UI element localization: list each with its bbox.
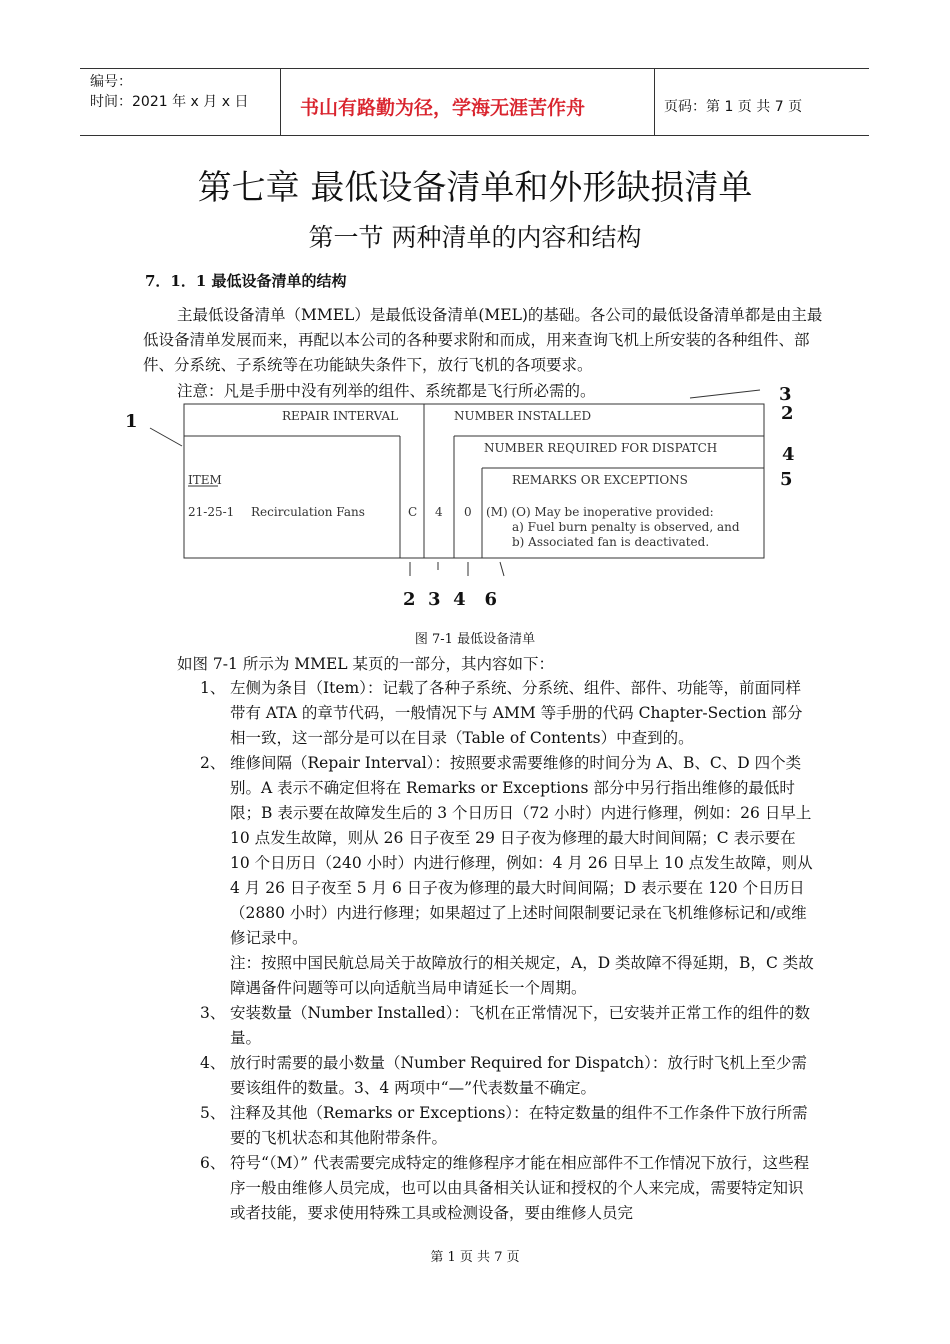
figure-pointer: [150, 428, 182, 446]
intro-paragraph: [143, 303, 823, 378]
header-motto: 书山有路勤为径，学海无涯苦作舟: [300, 97, 586, 119]
intro-text: 主最低设备清单（MMEL）是最低设备清单(MEL)的基础。各公司的最低设备清单都是由主最低设备清单发展而来，再配以本公司的各种要求附和而成，用来查询飞机上所安装的各种组件、部件、分系统、子系统等在功能缺失条件下，放行飞机的各项要求。: [143, 306, 823, 374]
list-item: [200, 1051, 815, 1101]
list-text: 维修间隔（Repair Interval）：按照要求需要维修的时间分为 A、B、C、D 四个类别。A 表示不确定但将在 Remarks or Exceptions 部分中另行指出维修的最低时限；B 表示要在故障发生后的 3 个日历日（72 小时）内进行修理，例如：26 日早上 10 点发生故障，则从 26 日子夜至 29 日子夜为修理的最大时间间隔；C 表示要在 10 个日历日（240 小时）内进行修理，例如：4 月 26 日早上 10 点发生故障，则从 4 月 26 日子夜至 5 月 6 日子夜为修理的最大时间间隔；D 表示要在 120 个日历日（2880 小时）内进行修理；如果超过了上述时间限制要记录在飞机维修标记和/或维修记录中。: [230, 754, 813, 947]
document-number-label: 编号：: [90, 74, 132, 90]
repair-interval-label: REPAIR INTERVAL: [282, 409, 399, 423]
figure-pointer: [500, 562, 504, 576]
subsection-heading: 7．1．1 最低设备清单的结构: [145, 272, 347, 290]
list-number: 2、: [200, 754, 226, 772]
section-title: 第一节 两种清单的内容和结构: [308, 223, 642, 252]
chapter-title: 第七章 最低设备清单和外形缺损清单: [197, 168, 753, 208]
page-header: [80, 68, 869, 136]
list-item: [200, 676, 815, 751]
list-text: 放行时需要的最小数量（Number Required for Dispatch）：放行时飞机上至少需要该组件的数量。3、4 两项中“—”代表数量不确定。: [230, 1054, 807, 1097]
callout-2: 2: [781, 403, 794, 424]
callout-4: 4: [782, 444, 795, 465]
item-code: 21-25-1: [188, 505, 235, 519]
header-divider: [654, 69, 655, 135]
list-number: 6、: [200, 1154, 226, 1172]
number-installed-label: NUMBER INSTALLED: [454, 409, 592, 423]
document-date: 时间：2021 年 x 月 x 日: [90, 94, 249, 110]
list-item: [200, 1151, 815, 1226]
list-text: 左侧为条目（Item）：记载了各种子系统、分系统、组件、部件、功能等，前面同样带有 ATA 的章节代码，一般情况下与 AMM 等手册的代码 Chapter-Section 部分相一致，这一部分是可以在目录（Table of Contents）中查到的。: [230, 679, 803, 747]
list-item: [200, 1101, 815, 1151]
number-required-label: NUMBER REQUIRED FOR DISPATCH: [484, 441, 718, 455]
figure-caption: 图 7-1 最低设备清单: [414, 632, 536, 647]
list-number: 1、: [200, 679, 226, 697]
required-value: 0: [464, 505, 472, 519]
list-intro: 如图 7-1 所示为 MMEL 某页的一部分，其内容如下：: [177, 655, 555, 673]
remark-line-3: b) Associated fan is deactivated.: [512, 535, 710, 549]
repair-interval-value: C: [408, 505, 418, 519]
figure-outer-frame: [184, 404, 764, 558]
installed-value: 4: [435, 505, 443, 519]
remark-line-2: a) Fuel burn penalty is observed, and: [512, 520, 740, 534]
list-note: 注：按照中国民航总局关于故障放行的相关规定，A，D 类故障不得延期，B，C 类故障遇备件问题等可以向适航当局申请延长一个周期。: [230, 954, 814, 997]
list-number: 4、: [200, 1054, 226, 1072]
list-text: 符号“（M）” 代表需要完成特定的维修程序才能在相应部件不工作情况下放行，这些程序一般由维修人员完成，也可以由具备相关认证和授权的个人来完成，需要特定知识或者技能，要求使用特殊工具或检测设备，要由维修人员完: [230, 1154, 810, 1222]
list-number: 3、: [200, 1004, 226, 1022]
callout-5: 5: [780, 469, 793, 490]
page-footer: 第 1 页 共 7 页: [430, 1250, 520, 1265]
list-text: 安装数量（Number Installed）：飞机在正常情况下，已安装并正常工作的组件的数量。: [230, 1004, 810, 1047]
remark-line-1: (M) (O) May be inoperative provided:: [486, 505, 714, 519]
item-label: ITEM: [188, 473, 222, 487]
callout-bottom: 2 3 4 6: [403, 589, 497, 610]
list-item: [200, 751, 815, 1001]
header-divider: [280, 69, 281, 135]
figure-pointer: [690, 390, 760, 398]
callout-3: 3: [779, 384, 792, 405]
content-list: [200, 676, 815, 1226]
note-text: 注意：凡是手册中没有列举的组件、系统都是飞行所必需的。: [177, 382, 596, 400]
header-page-number: 页码：第 1 页 共 7 页: [664, 99, 803, 115]
item-name: Recirculation Fans: [251, 505, 365, 519]
callout-1: 1: [125, 411, 138, 432]
remarks-label: REMARKS OR EXCEPTIONS: [512, 473, 688, 487]
list-item: [200, 1001, 815, 1051]
list-text: 注释及其他（Remarks or Exceptions）：在特定数量的组件不工作条件下放行所需要的飞机状态和其他附带条件。: [230, 1104, 808, 1147]
list-number: 5、: [200, 1104, 226, 1122]
